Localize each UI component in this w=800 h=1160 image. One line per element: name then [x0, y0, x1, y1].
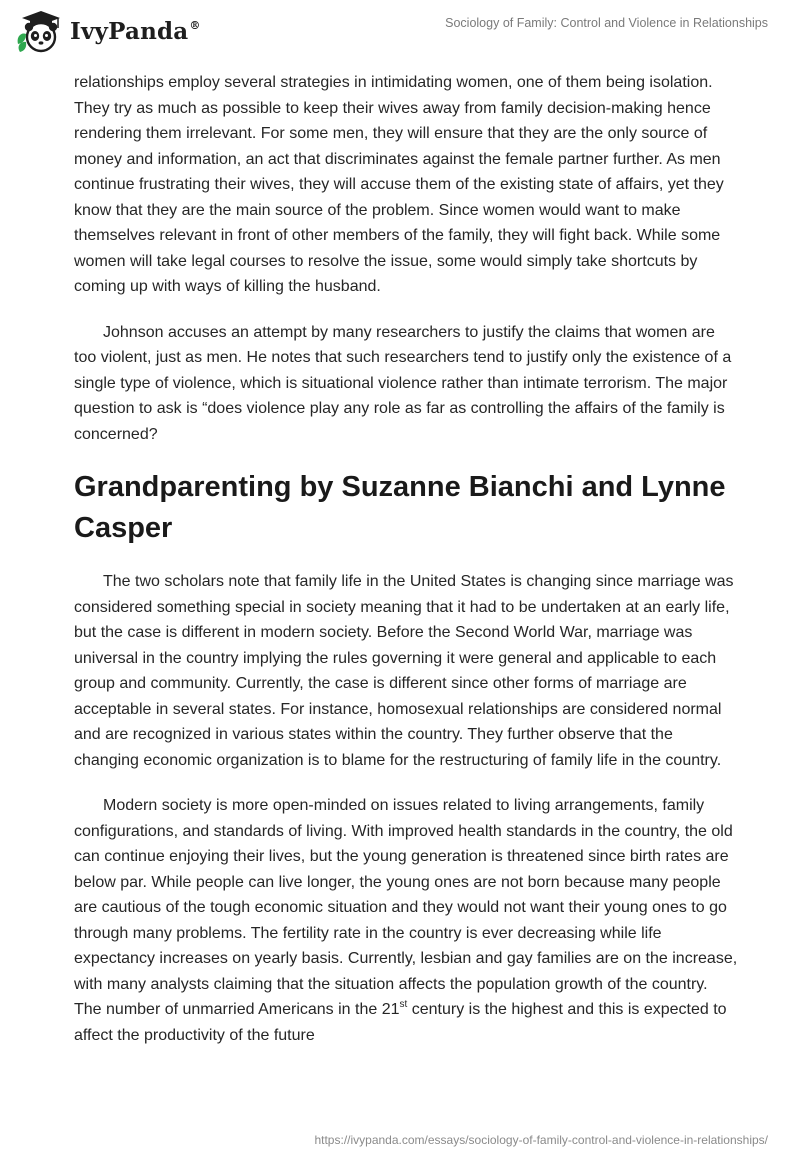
- paragraph-4: [74, 793, 738, 1048]
- page-header: [0, 0, 800, 66]
- paragraph-4-main: Modern society is more open-minded on issues related to living arrangements, family configurations, and standards of living. With improved health standards in the country, the old can continue enjoying their lives, but the young generation is threatened since birth rates are below par. While people can live longer, the young ones are not born because many people are cautious of the tough economic situation and they would not want their young ones to go through many problems. The fertility rate in the country is ever decreasing while life expectancy increases on yearly basis. Currently, lesbian and gay families are on the increase, with many analysts claiming that the situation affects the population growth of the country. The number of unmarried Americans in the 21: [74, 797, 738, 1018]
- paragraph-4-tail: century is the highest and this is expected to affect the productivity of the future: [74, 1001, 727, 1044]
- paragraph-2: Johnson accuses an attempt by many researchers to justify the claims that women are too violent, just as men. He notes that such researchers tend to justify only the existence of a single type of violence, which is situational violence rather than intimate terrorism. The major question to ask is “does violence play any role as far as controlling the affairs of the family is concerned?: [74, 323, 732, 443]
- essay-body: [74, 70, 738, 1068]
- brand-name: IvyPanda®: [70, 17, 201, 45]
- registered-mark: ®: [189, 18, 201, 32]
- source-url[interactable]: https://ivypanda.com/essays/sociology-of-family-control-and-violence-in-relationships/: [314, 1133, 768, 1147]
- panda-logo-icon: [14, 8, 66, 54]
- paragraph-3: The two scholars note that family life in the United States is changing since marriage was considered something special in society meaning that it had to be undertaken at an early life, but the case is different in modern society. Before the Second World War, marriage was universal in the country implying the rules governing it were general and applicable to each group and community. Currently, the case is different since other forms of marriage are acceptable in several states. For instance, homosexual relationships are considered normal and are recognized in various states within the country. They further observe that the changing economic organization is to blame for the restructuring of family life in the country.: [74, 573, 734, 769]
- brand-logo[interactable]: [14, 8, 201, 54]
- paragraph-1: relationships employ several strategies in intimidating women, one of them being isolation. They try as much as possible to keep their wives away from family decision-making hence rendering them irrelevant. For some men, they will ensure that they are the only source of money and information, an act that discriminates against the female partner further. As men continue frustrating their wives, they will accuse them of the existing state of affairs, yet they know that they are the main source of the problem. Since women would want to make themselves relevant in front of other members of the family, they will fight back. While some women will take legal courses to resolve the issue, some would simply take shortcuts by coming up with ways of killing the husband.: [74, 74, 724, 295]
- section-heading: Grandparenting by Suzanne Bianchi and Lynne Casper: [74, 471, 726, 544]
- document-title: Sociology of Family: Control and Violence in Relationships: [445, 16, 768, 30]
- ordinal-suffix: st: [399, 999, 408, 1010]
